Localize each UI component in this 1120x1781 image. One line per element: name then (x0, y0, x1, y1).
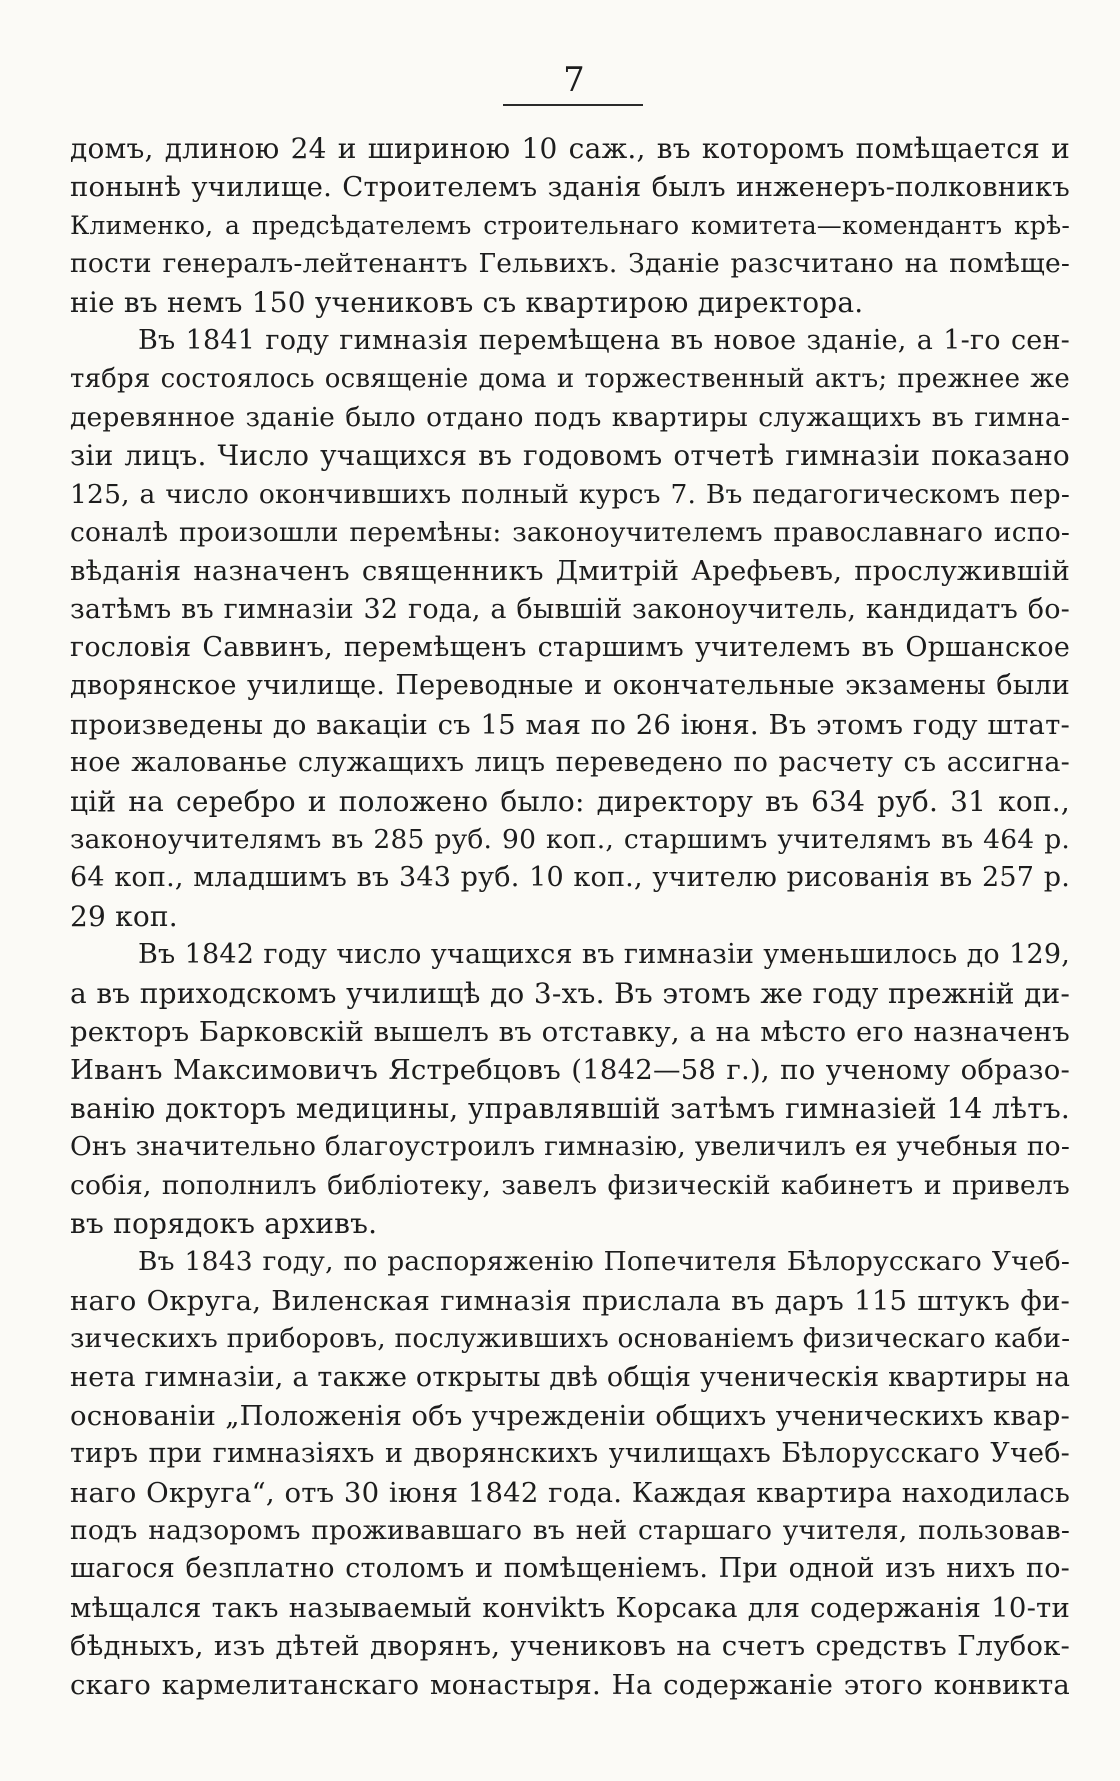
text-line: шагося безплатно столомъ и помѣщеніемъ. При одной изъ нихъ по- (70, 1553, 1070, 1585)
body-text (70, 130, 1070, 1704)
text-line: понынѣ училище. Строителемъ зданія былъ инженеръ-полковникъ (70, 171, 1070, 204)
text-line: тября состоялось освященіе дома и торжественный актъ; прежнее же (70, 364, 1070, 395)
text-line: нета гимназіи, а также открыты двѣ общія ученическія квартиры на (70, 1361, 1071, 1393)
page-number-rule (503, 104, 643, 106)
text-line: тиръ при гимназіяхъ и дворянскихъ училищахъ Бѣлорусскаго Учеб- (70, 1438, 1070, 1470)
text-line: наго Округа, Виленская гимназія прислала въ даръ 115 штукъ фи- (70, 1284, 1070, 1317)
text-line: дворянское училище. Переводные и окончательные экзамены были (70, 670, 1070, 702)
text-line: Онъ значительно благоустроилъ гимназію, увеличилъ ея учебныя по- (70, 1131, 1070, 1163)
text-line: законоучителямъ въ 285 руб. 90 коп., старшимъ учителямъ въ 464 р. (70, 824, 1070, 856)
page-number: 7 (563, 60, 585, 100)
text-line: наго Округа“, отъ 30 іюня 1842 года. Каждая квартира находилась (70, 1476, 1070, 1509)
text-line: Иванъ Максимовичъ Ястребцовъ (1842—58 г.), по ученому образо- (70, 1054, 1070, 1087)
text-line: ректоръ Барковскій вышелъ въ отставку, а на мѣсто его назначенъ (70, 1015, 1070, 1048)
text-line: произведены до вакаціи съ 15 мая по 26 іюня. Въ этомъ году штат- (70, 708, 1070, 741)
text-line: 125, а число окончившихъ полный курсъ 7. Въ педагогическомъ пер- (70, 478, 1070, 510)
text-line: основаніи „Положенія объ учрежденіи общихъ ученическихъ квар- (70, 1399, 1070, 1432)
text-line: зіи лицъ. Число учащихся въ годовомъ отчетѣ гимназіи показано (70, 439, 1070, 473)
text-line: 29 коп. (70, 899, 178, 933)
text-line: 64 коп., младшимъ въ 343 руб. 10 коп., учителю рисованія въ 257 р. (70, 862, 1070, 894)
text-line: бѣдныхъ, изъ дѣтей дворянъ, учениковъ на счетъ средствъ Глубок- (70, 1630, 1070, 1663)
text-line: Въ 1841 году гимназія перемѣщена въ новое зданіе, а 1-го сен- (138, 324, 1070, 356)
text-line: затѣмъ въ гимназіи 32 года, а бывшій законоучитель, кандидатъ бо- (70, 593, 1070, 625)
text-line: а въ приходскомъ училищѣ до 3-хъ. Въ этомъ же году прежній ди- (70, 976, 1070, 1010)
text-line: зическихъ приборовъ, послужившихъ основаніемъ физическаго каби- (70, 1323, 1071, 1355)
text-line: ное жалованье служащихъ лицъ переведено по расчету съ ассигна- (70, 747, 1070, 779)
text-line: деревянное зданіе было отдано подъ квартиры служащихъ въ гимна- (70, 401, 1070, 433)
text-line: ванію докторъ медицины, управлявшій затѣмъ гимназіей 14 лѣтъ. (70, 1091, 1070, 1125)
text-line: соналѣ произошли перемѣны: законоучителемъ православнаго испо- (70, 516, 1070, 548)
text-line: мѣщался такъ называемый конviktъ Корсака для содержанія 10-ти (70, 1591, 1070, 1624)
text-line: въ порядокъ архивъ. (70, 1206, 378, 1240)
text-line: Въ 1842 году число учащихся въ гимназіи уменьшилось до 129, (138, 939, 1070, 971)
text-line: домъ, длиною 24 и шириною 10 саж., въ которомъ помѣщается и (70, 132, 1070, 165)
text-line: Въ 1843 году, по распоряженію Попечителя Бѣлорусскаго Учеб- (138, 1246, 1070, 1278)
text-line: гословія Саввинъ, перемѣщенъ старшимъ учителемъ въ Оршанское (70, 632, 1070, 664)
text-line: цій на серебро и положено было: директору въ 634 руб. 31 коп., (70, 784, 1070, 818)
text-line: пости генералъ-лейтенантъ Гельвихъ. Зданіе разсчитано на помѣще- (70, 248, 1070, 280)
text-line: ніе въ немъ 150 учениковъ съ квартирою директора. (70, 285, 864, 319)
text-line: подъ надзоромъ проживавшаго въ ней старшаго учителя, пользовав- (70, 1515, 1070, 1547)
text-line: Клименко, а предсѣдателемъ строительнаго комитета—комендантъ крѣ- (70, 210, 1070, 240)
text-line: скаго кармелитанскаго монастыря. На содержаніе этого конвикта (70, 1668, 1070, 1701)
text-line: вѣданія назначенъ священникъ Дмитрій Арефьевъ, прослужившій (70, 555, 1070, 588)
text-line: собія, пополнилъ библіотеку, завелъ физическій кабинетъ и привелъ (70, 1169, 1070, 1201)
